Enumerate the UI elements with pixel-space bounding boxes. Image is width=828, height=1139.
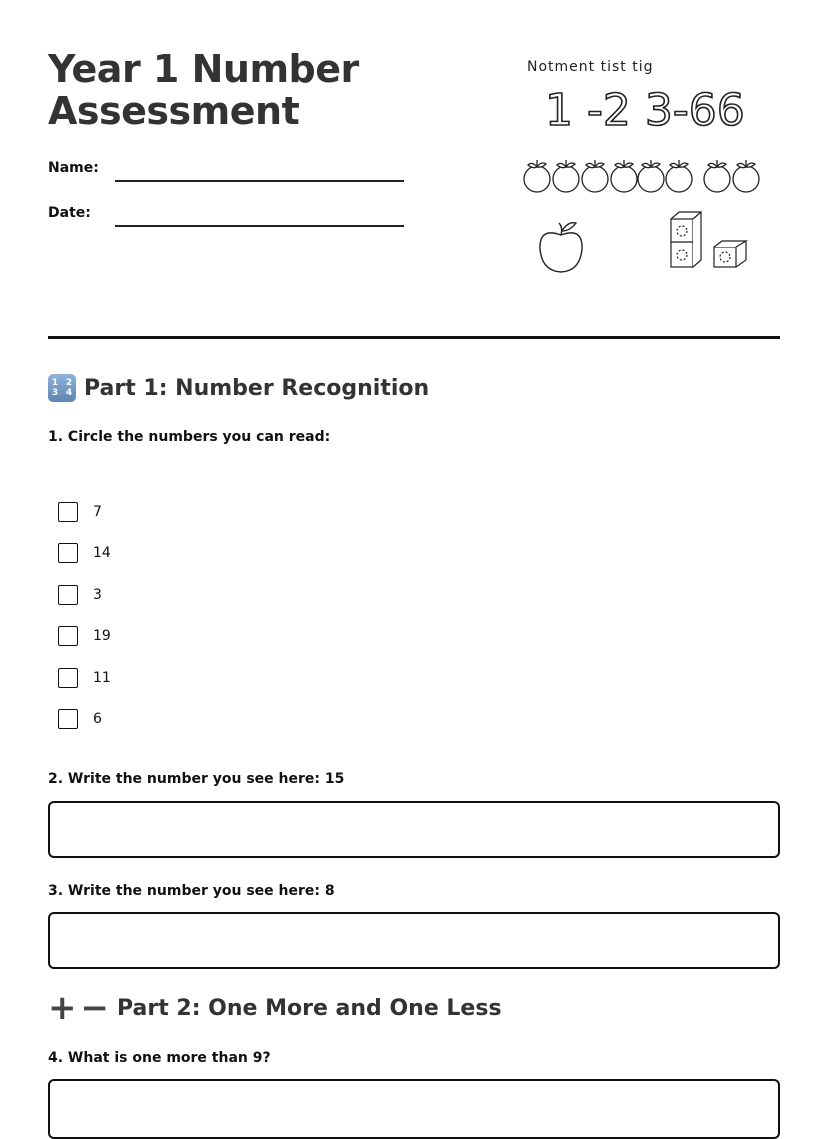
outlined-numbers: 1 -2 3-66: [545, 85, 745, 136]
header-illustration: [515, 55, 775, 285]
title-line-2: Assessment: [48, 89, 300, 133]
answer-input-4[interactable]: [48, 1079, 780, 1139]
date-field[interactable]: [115, 225, 404, 227]
option-19[interactable]: [58, 616, 111, 658]
keycap-1234-icon: [48, 374, 76, 402]
question-2: 2. Write the number you see here: 15: [48, 771, 345, 787]
question-1: 1. Circle the numbers you can read:: [48, 429, 331, 445]
name-label: Name:: [48, 160, 99, 176]
option-11[interactable]: [58, 657, 111, 699]
option-6[interactable]: [58, 699, 111, 741]
page-title: [48, 48, 359, 132]
keycap-digit: 4: [65, 388, 73, 398]
part1-heading: [48, 374, 429, 402]
question-3: 3. Write the number you see here: 8: [48, 883, 335, 899]
checkbox[interactable]: [58, 585, 78, 605]
plus-minus-icon: + −: [48, 988, 109, 1028]
number-block-tower-icon: [671, 212, 701, 267]
keycap-digit: 3: [51, 388, 59, 398]
keycap-digit: 1: [51, 378, 59, 388]
option-label: 11: [93, 669, 111, 686]
checkbox[interactable]: [58, 668, 78, 688]
part2-title: Part 2: One More and One Less: [117, 995, 502, 1021]
cube-icon: [714, 241, 746, 267]
name-field[interactable]: [115, 180, 404, 182]
apple-row-icon: [524, 160, 759, 192]
option-3[interactable]: [58, 574, 111, 616]
option-label: 6: [93, 711, 102, 728]
illustration-svg: [515, 55, 775, 285]
option-label: 14: [93, 545, 111, 562]
keycap-digit: 2: [65, 378, 73, 388]
checkbox[interactable]: [58, 502, 78, 522]
checkbox[interactable]: [58, 543, 78, 563]
option-14[interactable]: [58, 533, 111, 575]
date-label: Date:: [48, 205, 91, 221]
option-label: 19: [93, 628, 111, 645]
apple-icon: [540, 223, 582, 272]
header-divider: [48, 336, 780, 339]
illustration-caption: Notment tist tig: [527, 59, 654, 75]
title-line-1: Year 1 Number: [48, 47, 359, 91]
part1-title: Part 1: Number Recognition: [84, 375, 430, 401]
option-label: 7: [93, 503, 102, 520]
answer-input-2[interactable]: [48, 801, 780, 858]
checkbox[interactable]: [58, 709, 78, 729]
number-options: [58, 491, 111, 740]
answer-input-3[interactable]: [48, 912, 780, 969]
option-label: 3: [93, 586, 102, 603]
part2-heading: [48, 988, 502, 1028]
question-4: 4. What is one more than 9?: [48, 1050, 271, 1066]
option-7[interactable]: [58, 491, 111, 533]
checkbox[interactable]: [58, 626, 78, 646]
